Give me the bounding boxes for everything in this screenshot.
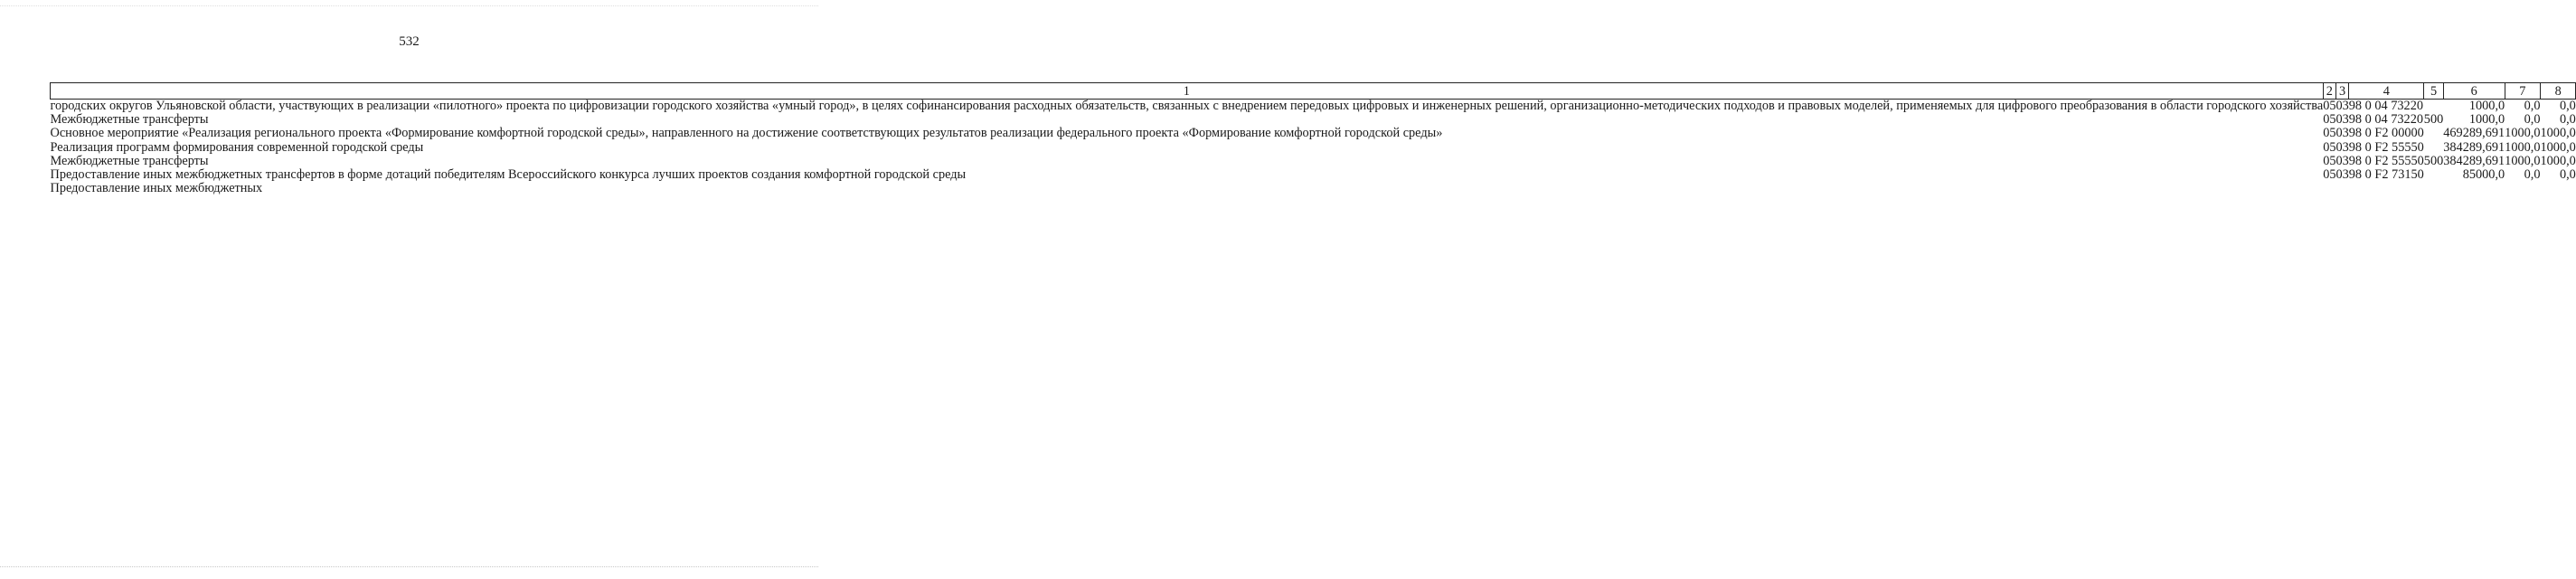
table-row xyxy=(51,100,2576,114)
row-expense-type xyxy=(2424,127,2443,140)
row-amount-col6: 384289,691 xyxy=(2443,139,2505,155)
row-amount-col8: 0,0 xyxy=(2559,99,2576,113)
row-amount-col8: 1000,0 xyxy=(2540,139,2576,155)
row-target-article: 98 0 04 73220 xyxy=(2348,112,2423,128)
row-amount-col6: 384289,691 xyxy=(2443,153,2505,168)
row-amount-col6: 1000,0 xyxy=(2468,99,2505,113)
row-target-article: 98 0 F2 55550 xyxy=(2348,139,2424,155)
scan-artifact-bottom xyxy=(0,566,818,568)
table-row xyxy=(51,155,2576,168)
header-col-2: 2 xyxy=(2323,83,2335,100)
row-amount-col7 xyxy=(2505,182,2540,195)
table-row xyxy=(51,127,2576,140)
row-amount-col6: 1000,0 xyxy=(2468,112,2505,128)
row-expense-type xyxy=(2424,100,2443,114)
row-target-article: 98 0 F2 00000 xyxy=(2348,126,2424,141)
row-subsection: 03 xyxy=(2335,153,2349,168)
row-subsection: 03 xyxy=(2335,99,2349,113)
row-section xyxy=(2323,182,2335,195)
row-amount-col8 xyxy=(2541,182,2576,195)
header-col-6: 6 xyxy=(2443,83,2505,100)
header-col-7: 7 xyxy=(2505,83,2540,100)
row-amount-col8: 1000,0 xyxy=(2540,126,2576,141)
header-col-5: 5 xyxy=(2424,83,2443,100)
row-section: 05 xyxy=(2323,126,2336,141)
table-row xyxy=(51,182,2576,195)
row-section: 05 xyxy=(2323,139,2336,155)
header-col-8: 8 xyxy=(2541,83,2576,100)
row-target-article: 98 0 F2 55550 xyxy=(2348,153,2424,168)
row-name: Реализация программ формирования современной городской среды xyxy=(50,139,424,155)
row-subsection: 03 xyxy=(2335,167,2349,183)
row-section: 05 xyxy=(2323,153,2336,168)
row-name: Межбюджетные трансферты xyxy=(50,112,209,128)
row-section: 05 xyxy=(2323,99,2336,113)
row-name: Основное мероприятие «Реализация регионального проекта «Формирование комфортной городской среды», направленного на достижение соответствующих результатов реализации федерального проекта «Формирование комфортной городской среды» xyxy=(50,126,1443,141)
row-amount-col7: 0,0 xyxy=(2524,99,2541,113)
header-col-3: 3 xyxy=(2335,83,2348,100)
row-expense-type xyxy=(2424,168,2443,182)
row-amount-col7: 1000,0 xyxy=(2505,153,2541,168)
row-target-article: 98 0 F2 73150 xyxy=(2348,167,2424,183)
row-subsection: 03 xyxy=(2335,126,2349,141)
page-number: 532 xyxy=(399,34,420,49)
row-amount-col6: 469289,691 xyxy=(2443,126,2505,141)
row-amount-col7: 1000,0 xyxy=(2505,126,2541,141)
row-amount-col6 xyxy=(2443,182,2505,195)
row-expense-type xyxy=(2424,182,2443,195)
header-col-4: 4 xyxy=(2349,83,2424,100)
row-target-article: 98 0 04 73220 xyxy=(2348,99,2423,113)
row-amount-col7: 1000,0 xyxy=(2505,139,2541,155)
header-col-1: 1 xyxy=(51,83,2324,100)
row-name: Предоставление иных межбюджетных трансфертов в форме дотаций победителям Всероссийского конкурса лучших проектов создания комфортной городской среды xyxy=(50,167,967,183)
table-row xyxy=(51,141,2576,155)
row-subsection xyxy=(2335,182,2348,195)
scan-artifact-top xyxy=(0,5,818,7)
row-name: городских округов Ульяновской области, участвующих в реализации «пилотного» проекта по цифровизации городского хозяйства «умный город», в целях софинансирования расходных обязательств, связанных с внедрением передовых цифровых и инженерных решений, организационно-методических подходов и правовых моделей, применяемых для цифрового преобразования в области городского хозяйства xyxy=(50,99,2324,113)
row-name: Межбюджетные трансферты xyxy=(50,153,209,168)
row-amount-col7: 0,0 xyxy=(2524,167,2541,183)
row-amount-col8: 1000,0 xyxy=(2540,153,2576,168)
table-row xyxy=(51,168,2576,182)
budget-table xyxy=(50,82,2576,195)
table-row xyxy=(51,113,2576,127)
row-section: 05 xyxy=(2323,167,2336,183)
row-expense-type: 500 xyxy=(2423,112,2444,128)
table-header-row xyxy=(51,83,2576,100)
row-amount-col6: 85000,0 xyxy=(2462,167,2505,183)
row-expense-type xyxy=(2424,141,2443,155)
row-amount-col8: 0,0 xyxy=(2559,167,2576,183)
row-expense-type: 500 xyxy=(2423,153,2444,168)
row-name: Предоставление иных межбюджетных xyxy=(50,181,263,196)
row-section: 05 xyxy=(2323,112,2336,128)
row-subsection: 03 xyxy=(2335,139,2349,155)
row-amount-col8: 0,0 xyxy=(2559,112,2576,128)
row-subsection: 03 xyxy=(2335,112,2349,128)
row-target-article xyxy=(2349,182,2424,195)
row-amount-col7: 0,0 xyxy=(2524,112,2541,128)
